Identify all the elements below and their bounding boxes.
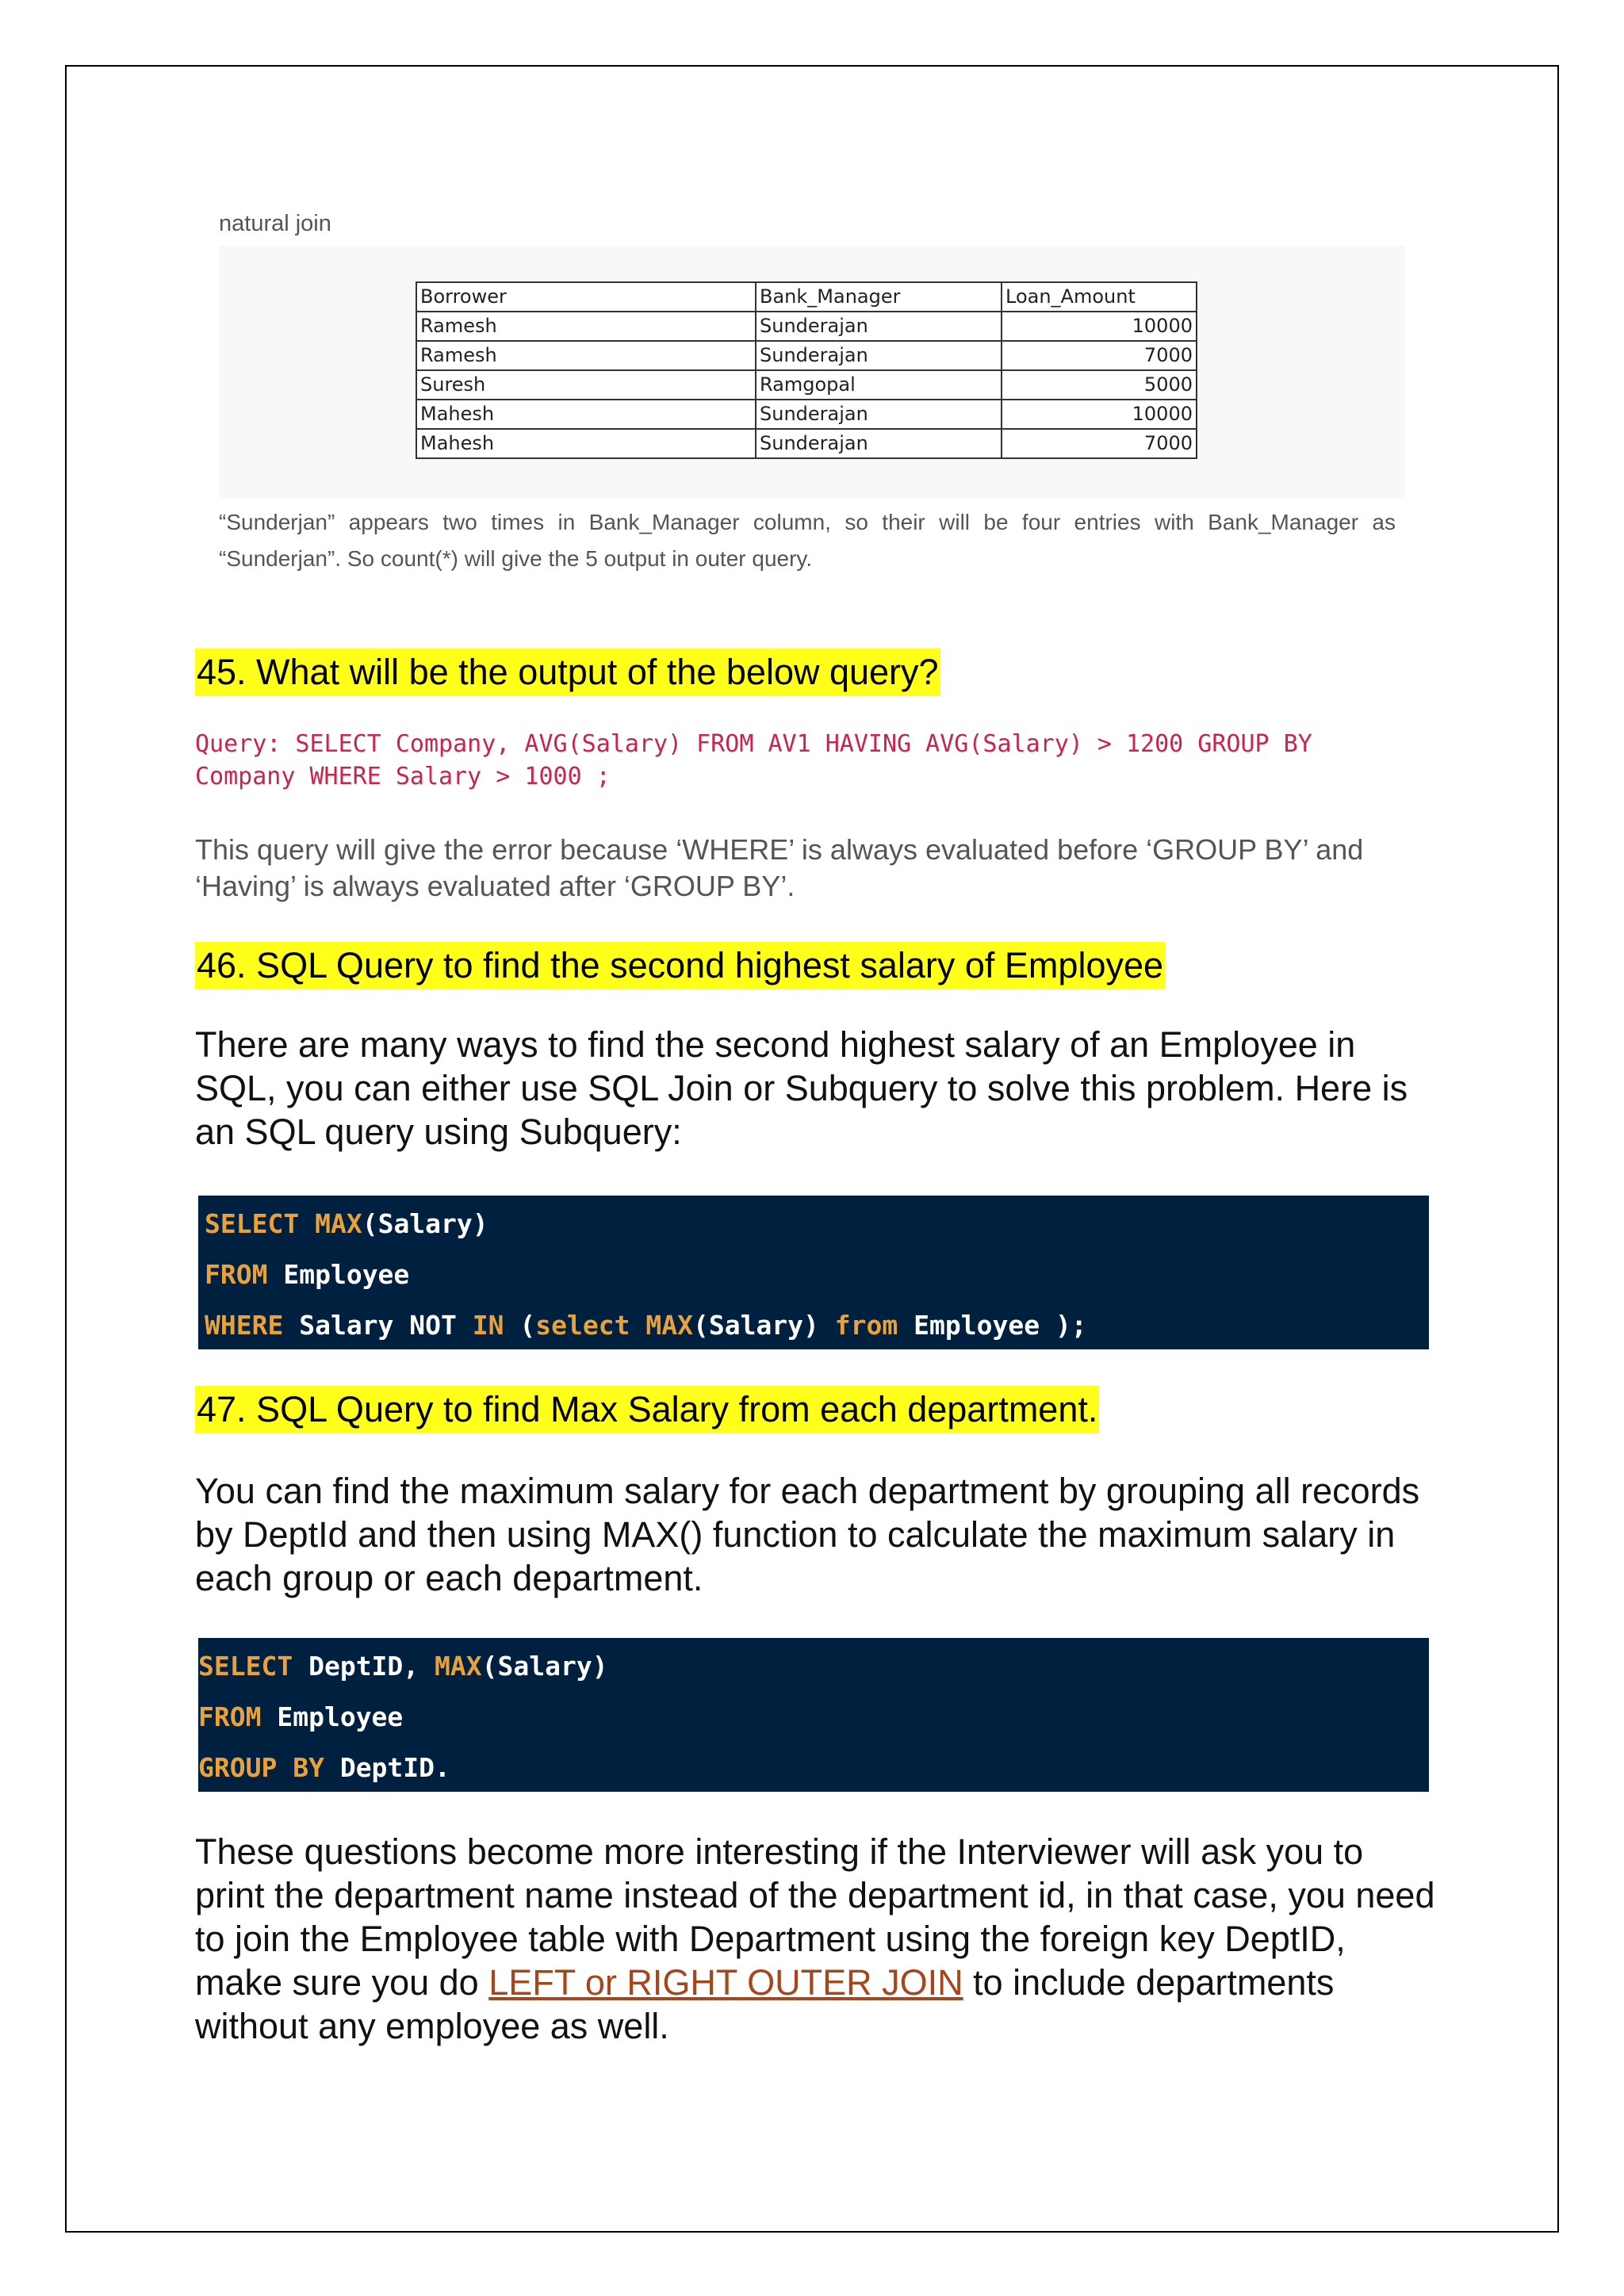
natural-join-table	[416, 281, 1197, 459]
code-line	[205, 1199, 1429, 1249]
table-cell: Sunderajan	[756, 312, 1002, 341]
table-row	[416, 400, 1197, 429]
closing-paragraph	[195, 1830, 1440, 2048]
table-cell: 10000	[1002, 400, 1197, 429]
outer-join-link[interactable]: LEFT or RIGHT OUTER JOIN	[488, 1962, 963, 2003]
question-46-paragraph: There are many ways to find the second highest salary of an Employee in SQL, you can either use SQL Join or Subquery to solve this problem. Here is an SQL query using Subquery:	[195, 1024, 1408, 1152]
column-header: Borrower	[416, 282, 756, 312]
code-line	[205, 1249, 1429, 1300]
code-line	[198, 1743, 1429, 1793]
code-line	[198, 1692, 1429, 1743]
table-cell: Ramesh	[416, 312, 756, 341]
keyword: IN	[472, 1310, 504, 1341]
table-cell: Suresh	[416, 370, 756, 400]
keyword: SELECT	[205, 1208, 300, 1239]
table-row	[416, 341, 1197, 370]
table-row	[416, 429, 1197, 458]
code-text: Salary NOT	[283, 1310, 473, 1341]
column-header: Bank_Manager	[756, 282, 1002, 312]
keyword: MAX	[315, 1208, 362, 1239]
code-text: (Salary)	[481, 1651, 608, 1682]
table-cell: 10000	[1002, 312, 1197, 341]
keyword: from	[834, 1310, 898, 1341]
table-cell: 7000	[1002, 341, 1197, 370]
question-45-heading: 45. What will be the output of the below query?	[195, 649, 940, 696]
code-text: DeptID.	[324, 1752, 450, 1783]
table-cell: Mahesh	[416, 429, 756, 458]
query-snippet	[195, 728, 1432, 793]
keyword: FROM	[198, 1701, 262, 1732]
closing-text: These questions become more interesting if the Interviewer will ask you to print the department name instead of the department id, in that case, you need to join the Employee table with Department using the foreign key DeptID, make sure you do	[195, 1831, 1435, 2003]
table-cell: Sunderajan	[756, 341, 1002, 370]
keyword: select	[535, 1310, 630, 1341]
question-46-heading: 46. SQL Query to find the second highest salary of Employee	[195, 942, 1165, 989]
table-cell: Ramesh	[416, 341, 756, 370]
keyword: MAX	[435, 1651, 482, 1682]
code-block-second-highest	[198, 1196, 1429, 1349]
table-cell: Sunderajan	[756, 400, 1002, 429]
code-line	[205, 1300, 1429, 1351]
query-line: Company WHERE Salary > 1000 ;	[195, 763, 611, 790]
keyword: SELECT	[198, 1651, 293, 1682]
code-text: Employee	[267, 1259, 410, 1290]
explanation-note: “Sunderjan” appears two times in Bank_Manager column, so their will be four entries with Bank_Manager as “Sunderjan”. So count(*) will give the 5 output in outer query.	[219, 510, 1396, 571]
table-cell: Sunderajan	[756, 429, 1002, 458]
keyword: FROM	[205, 1259, 268, 1290]
code-text: (	[504, 1310, 536, 1341]
code-text: (Salary)	[692, 1310, 835, 1341]
code-line	[198, 1641, 1429, 1692]
keyword: WHERE	[205, 1310, 284, 1341]
code-block-max-salary-dept	[198, 1638, 1429, 1792]
code-text: Employee );	[898, 1310, 1087, 1341]
intro-text: natural join	[219, 211, 331, 236]
table-cell: Mahesh	[416, 400, 756, 429]
column-header: Loan_Amount	[1002, 282, 1197, 312]
table-row	[416, 370, 1197, 400]
table-row	[416, 312, 1197, 341]
table-cell: 5000	[1002, 370, 1197, 400]
question-45-answer: This query will give the error because ‘WHERE’ is always evaluated before ‘GROUP BY’ and ‘Having’ is always evaluated after ‘GROUP BY’.	[195, 833, 1364, 902]
code-text: Employee	[261, 1701, 404, 1732]
table-cell: 7000	[1002, 429, 1197, 458]
question-47-heading: 47. SQL Query to find Max Salary from each department.	[195, 1386, 1099, 1433]
code-text: DeptID,	[293, 1651, 435, 1682]
closing-text: to include departments without any employee as well.	[195, 1962, 1335, 2046]
keyword: GROUP BY	[198, 1752, 324, 1783]
table-cell: Ramgopal	[756, 370, 1002, 400]
query-line: Query: SELECT Company, AVG(Salary) FROM AV1 HAVING AVG(Salary) > 1200 GROUP BY	[195, 730, 1312, 758]
question-47-paragraph: You can find the maximum salary for each department by grouping all records by DeptId and then using MAX() function to calculate the maximum salary in each group or each department.	[195, 1471, 1420, 1598]
table-header-row	[416, 282, 1197, 312]
keyword: MAX	[645, 1310, 693, 1341]
code-text: (Salary)	[362, 1208, 488, 1239]
table-image-area	[219, 246, 1405, 498]
